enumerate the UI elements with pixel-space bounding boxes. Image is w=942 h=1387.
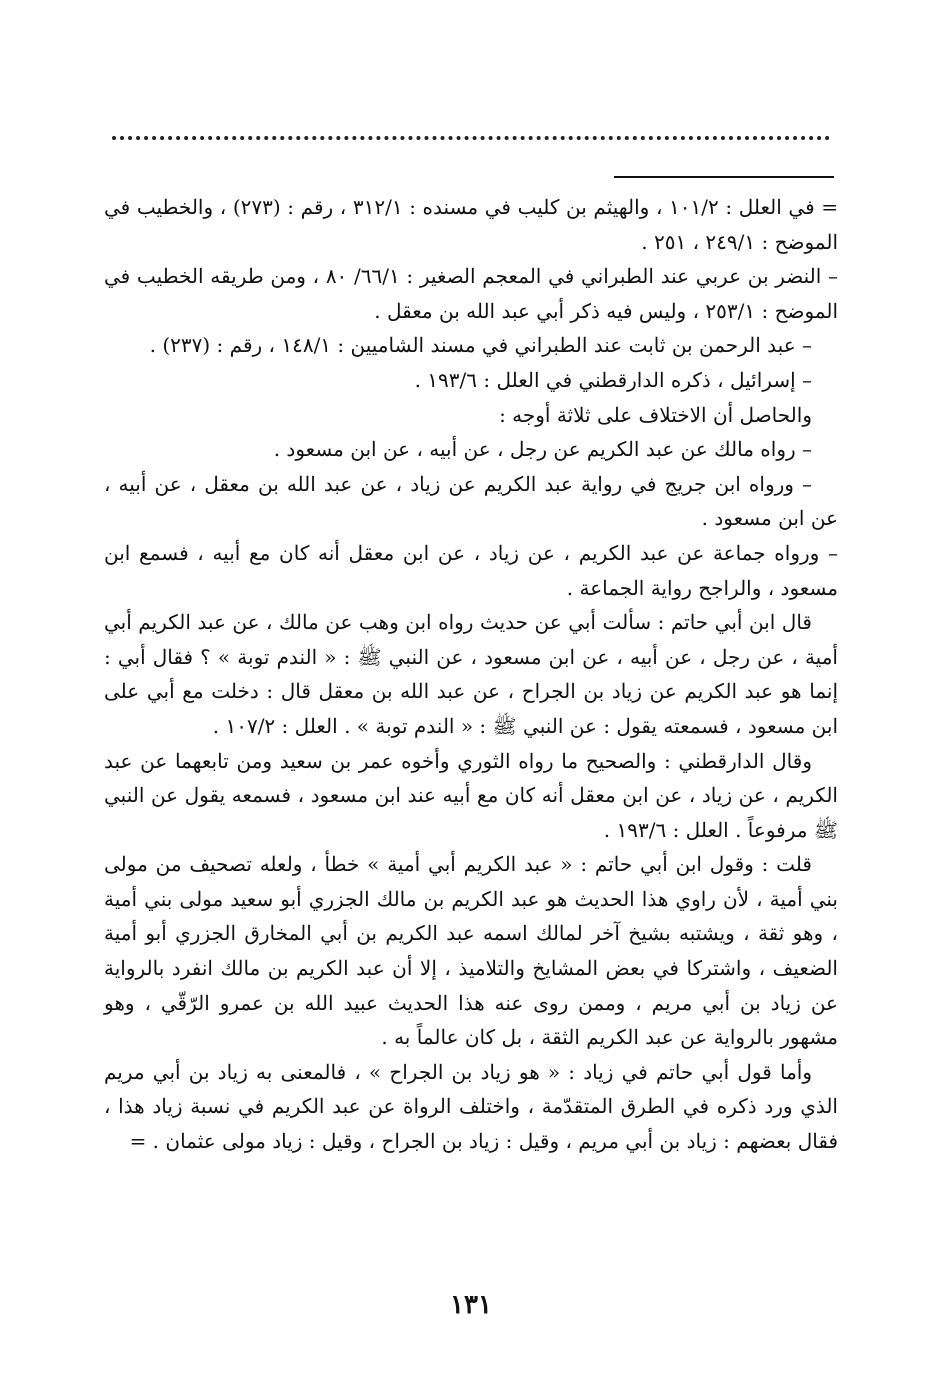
paragraph-7: – ورواه ابن جريج في رواية عبد الكريم عن زياد ، عن عبد الله بن معقل ، عن أبيه ، عن ابن مسعود .: [104, 471, 838, 531]
paragraph-9: قال ابن أبي حاتم : سألت أبي عن حديث رواه ابن وهب عن مالك ، عن عبد الكريم أبي أمية ، عن رجل ، عن أبيه ، عن ابن مسعود ، عن النبي ﷺ : « الندم توبة » ؟ فقال أبي : إنما هو عبد الكريم عن زياد بن الجراح ، عن عبد الله بن معقل قال : دخلت مع أبي على ابن مسعود ، فسمعته يقول : عن النبي ﷺ : « الندم توبة » . العلل : ١٠٧/٢ .: [104, 610, 838, 738]
paragraph-10: وقال الدارقطني : والصحيح ما رواه الثوري وأخوه عمر بن سعيد ومن تابعهما عن عبد الكريم ، عن زياد ، عن ابن معقل أنه كان مع أبيه عند ابن مسعود ، فسمعه يقول عن النبي ﷺ مرفوعاً . العلل : ١٩٣/٦ .: [104, 748, 838, 842]
paragraph-8: – ورواه جماعة عن عبد الكريم ، عن زياد ، عن ابن معقل أنه كان مع أبيه ، فسمع ابن مسعود ، والراجح رواية الجماعة .: [104, 540, 838, 600]
dotted-separator: [112, 136, 830, 140]
footnote-text: [104, 190, 838, 1159]
paragraph-2: – النضر بن عربي عند الطبراني في المعجم الصغير : ٦٦/١/ ٨٠ ، ومن طريقه الخطيب في الموضح : ٢٥٣/١ ، وليس فيه ذكر أبي عبد الله بن معقل .: [104, 264, 838, 323]
page-number: ١٣١: [450, 1290, 492, 1320]
paragraph-5: والحاصل أن الاختلاف على ثلاثة أوجه :: [499, 402, 812, 427]
paragraph-12: وأما قول أبي حاتم في زياد : « هو زياد بن الجراح » ، فالمعنى به زياد بن أبي مريم الذي ورد ذكره في الطرق المتقدّمة ، واختلف الرواة عن عبد الكريم في نسبة زياد هذا ، فقال بعضهم : زياد بن أبي مريم ، وقيل : زياد بن الجراح ، وقيل : زياد مولى عثمان . =: [104, 1059, 838, 1154]
footnote-separator: [614, 176, 834, 178]
paragraph-6: – رواه مالك عن عبد الكريم عن رجل ، عن أبيه ، عن ابن مسعود .: [273, 437, 812, 462]
paragraph-4: – إسرائيل ، ذكره الدارقطني في العلل : ١٩٣/٦ .: [414, 367, 812, 392]
paragraph-3: – عبد الرحمن بن ثابت عند الطبراني في مسند الشاميين : ١٤٨/١ ، رقم : (٢٣٧) .: [149, 333, 812, 358]
paragraph-11: قلت : وقول ابن أبي حاتم : « عبد الكريم أبي أمية » خطأ ، ولعله تصحيف من مولى بني أمية ، لأن راوي هذا الحديث هو عبد الكريم بن مالك الجزري أبو سعيد مولى بني أمية ، وهو ثقة ، ويشتبه بشيخ آخر لمالك اسمه عبد الكريم بن أبي المخارق الجزري أبو أمية الضعيف ، واشتركا في بعض المشايخ والتلاميذ ، إلا أن عبد الكريم بن مالك انفرد بالرواية عن زياد بن أبي مريم ، وممن روى عنه هذا الحديث عبيد الله بن عمرو الرّقّي ، وهو مشهور بالرواية عن عبد الكريم الثقة ، بل كان عالماً به .: [104, 852, 838, 1050]
paragraph-1: = في العلل : ١٠١/٢ ، والهيثم بن كليب في مسنده : ٣١٢/١ ، رقم : (٢٧٣) ، والخطيب في الموضح : ٢٤٩/١ ، ٢٥١ .: [104, 195, 839, 254]
